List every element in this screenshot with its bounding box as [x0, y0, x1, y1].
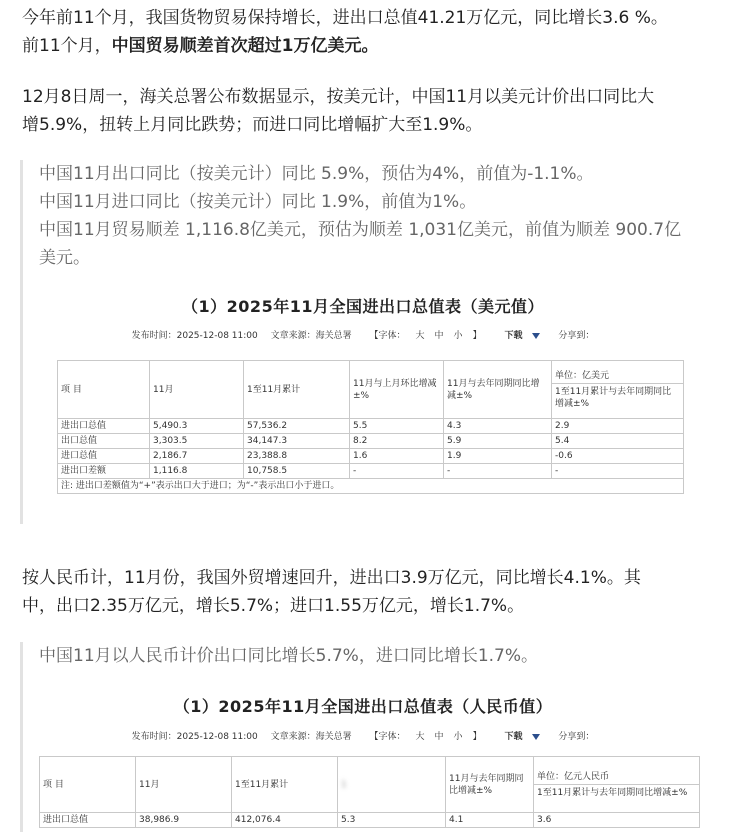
font-medium-link[interactable]: 中 [434, 732, 444, 742]
header-cumulative: 1至11月累计与去年同期同比增减±% [537, 787, 688, 798]
rmb-table-meta [43, 729, 683, 742]
download-label: 下载 [504, 732, 523, 742]
table-cell [534, 757, 700, 813]
usd-data-table [57, 360, 684, 494]
table-row [58, 434, 684, 449]
table-cell: 57,536.2 [244, 419, 350, 434]
font-size-control [365, 732, 487, 742]
table-cell: 4.1 [446, 813, 534, 828]
usd-table-title: （1）2025年11月全国进出口总值表（美元值） [182, 297, 544, 316]
table-cell: 1.6 [350, 449, 444, 464]
table-row [58, 419, 684, 434]
unit-label: 单位：亿美元 [552, 369, 683, 384]
font-label: 【字体： [369, 732, 406, 742]
table-cell: 11月 [136, 757, 232, 813]
intro-line-2: 前11个月，中国贸易顺差首次超过1万亿美元。 [22, 36, 379, 56]
table-cell: 1至11月累计 [232, 757, 338, 813]
trade-surplus-line-cont: 美元。 [39, 248, 90, 268]
publish-date: 发布时间：2025-12-08 11:00 [131, 732, 258, 742]
font-bracket: 】 [472, 331, 482, 341]
table-cell: 11月与去年同期同比增减±% [446, 757, 534, 813]
usd-paragraph [22, 83, 722, 139]
font-small-link[interactable]: 小 [453, 331, 463, 341]
font-label: 【字体： [369, 331, 406, 341]
trade-surplus-highlight: 中国贸易顺差首次超过1万亿美元。 [111, 36, 379, 56]
table-cell: 10,758.5 [244, 464, 350, 479]
font-bracket: 】 [472, 732, 482, 742]
publish-date: 发布时间：2025-12-08 11:00 [131, 331, 258, 341]
font-large-link[interactable]: 大 [415, 732, 425, 742]
table-cell: 5.3 [338, 813, 446, 828]
table-cell: - [552, 464, 684, 479]
usd-paragraph-line-1: 12月8日周一，海关总署公布数据显示，按美元计，中国11月以美元计价出口同比大 [22, 87, 655, 107]
font-large-link[interactable]: 大 [415, 331, 425, 341]
download-label: 下载 [504, 331, 523, 341]
table-cell: 5.4 [552, 434, 684, 449]
table-row [58, 464, 684, 479]
usd-table-figure [43, 280, 703, 524]
usd-quote-block [20, 160, 725, 524]
table-row [58, 449, 684, 464]
table-cell: 5,490.3 [150, 419, 244, 434]
table-cell: 2,186.7 [150, 449, 244, 464]
table-row [40, 813, 700, 828]
article-source: 文章来源：海关总署 [270, 331, 352, 341]
table-note: 注: 进出口差额值为“+”表示出口大于进口；为“-”表示出口小于进口。 [58, 479, 684, 494]
share-label: 分享到： [558, 732, 595, 742]
share-label: 分享到： [558, 331, 595, 341]
article-source: 文章来源：海关总署 [270, 732, 352, 742]
rmb-data-table [39, 756, 700, 828]
table-cell: - [444, 464, 552, 479]
rmb-export-import-line: 中国11月以人民币计价出口同比增长5.7%，进口同比增长1.7%。 [39, 646, 539, 666]
table-cell: 11月与上月环比增减±% [350, 361, 444, 419]
table-cell: 3,303.5 [150, 434, 244, 449]
table-cell: 1,116.8 [150, 464, 244, 479]
import-usd-line: 中国11月进口同比（按美元计）同比 1.9%，前值为1%。 [39, 192, 477, 212]
table-cell: 1.9 [444, 449, 552, 464]
rmb-table-figure [43, 678, 703, 838]
rmb-quote-block [20, 642, 725, 832]
table-cell: 8.2 [350, 434, 444, 449]
table-cell: 23,388.8 [244, 449, 350, 464]
table-cell: 1 [338, 757, 446, 813]
table-cell: 进出口差额 [58, 464, 150, 479]
table-note-row [58, 479, 684, 494]
table-cell [552, 361, 684, 419]
table-cell: 出口总值 [58, 434, 150, 449]
table-cell: 进出口总值 [58, 419, 150, 434]
table-header-row [58, 361, 684, 419]
table-cell: 4.3 [444, 419, 552, 434]
download-icon [532, 333, 540, 339]
download-icon [532, 734, 540, 740]
header-cumulative: 1至11月累计与去年同期同比增减±% [555, 386, 672, 409]
table-cell: - [350, 464, 444, 479]
usd-table-meta [43, 328, 683, 341]
trade-surplus-line: 中国11月贸易顺差 1,116.8亿美元，预估为顺差 1,031亿美元，前值为顺差 900.7亿 [39, 220, 682, 240]
table-cell: 进口总值 [58, 449, 150, 464]
usd-paragraph-line-2: 增5.9%，扭转上月同比跌势；而进口同比增幅扩大至1.9%。 [22, 115, 483, 135]
download-link[interactable] [499, 331, 545, 341]
table-cell: 412,076.4 [232, 813, 338, 828]
table-cell: 11月与去年同期同比增减±% [444, 361, 552, 419]
rmb-paragraph-line-2: 中，出口2.35万亿元，增长5.7%；进口1.55万亿元，增长1.7%。 [22, 596, 525, 616]
rmb-paragraph-line-1: 按人民币计，11月份，我国外贸增速回升，进出口3.9万亿元，同比增长4.1%。其 [22, 568, 641, 588]
intro-line-1: 今年前11个月，我国货物贸易保持增长，进出口总值41.21万亿元，同比增长3.6 %。 [22, 8, 668, 28]
table-cell: 项 目 [40, 757, 136, 813]
font-size-control [365, 331, 487, 341]
table-header-row [40, 757, 700, 813]
intro-paragraph [22, 4, 722, 60]
table-cell: 进出口总值 [40, 813, 136, 828]
table-cell: 项 目 [58, 361, 150, 419]
table-cell: 2.9 [552, 419, 684, 434]
font-medium-link[interactable]: 中 [434, 331, 444, 341]
table-cell: 1至11月累计 [244, 361, 350, 419]
table-cell: 11月 [150, 361, 244, 419]
table-cell: 3.6 [534, 813, 700, 828]
table-cell: 34,147.3 [244, 434, 350, 449]
table-cell: 5.5 [350, 419, 444, 434]
font-small-link[interactable]: 小 [453, 732, 463, 742]
rmb-paragraph [22, 564, 722, 620]
download-link[interactable] [499, 732, 545, 742]
unit-label: 单位：亿元人民币 [534, 770, 699, 785]
table-cell: 5.9 [444, 434, 552, 449]
export-usd-line: 中国11月出口同比（按美元计）同比 5.9%，预估为4%，前值为-1.1%。 [39, 164, 594, 184]
rmb-table-title: （1）2025年11月全国进出口总值表（人民币值） [173, 697, 553, 716]
table-cell: -0.6 [552, 449, 684, 464]
usd-table-image [39, 272, 725, 524]
table-cell: 38,986.9 [136, 813, 232, 828]
